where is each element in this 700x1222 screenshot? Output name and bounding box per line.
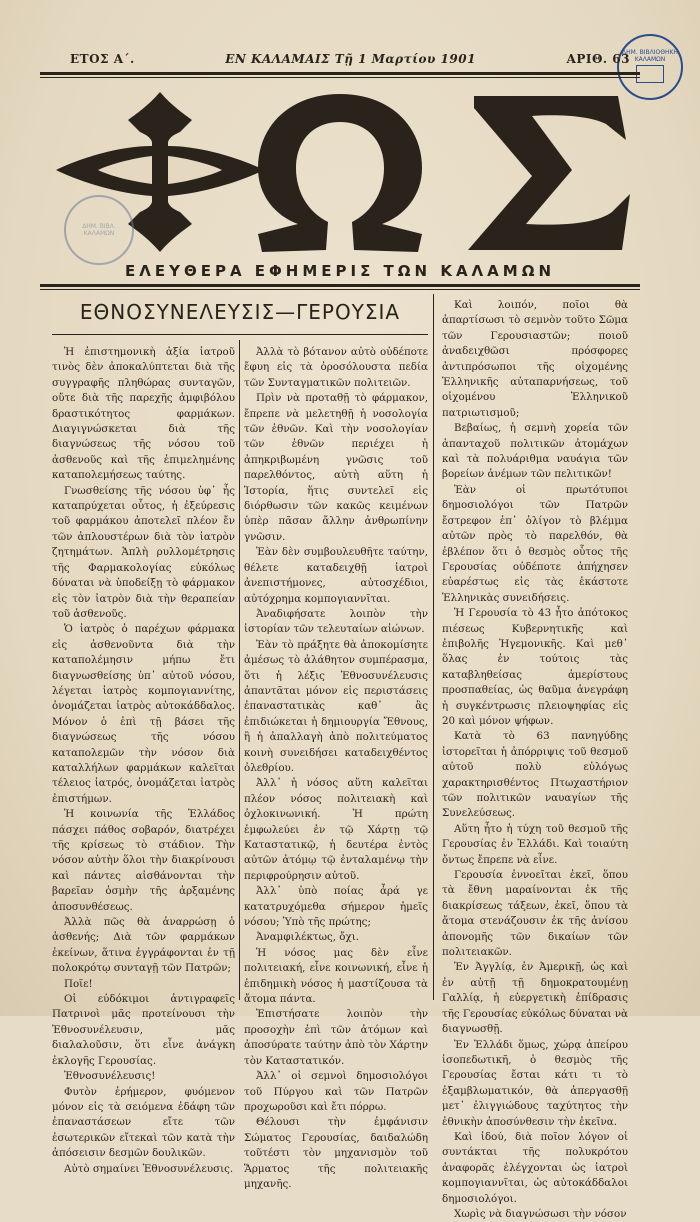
paragraph: Πρὶν νὰ προταθῇ τὸ φάρμακον, ἔπρεπε νὰ μελετηθῇ ἡ νοσολογία τῶν ἐθνῶν. Καὶ τὴν νοσολογίαν τῶν ἐθνῶν περιέχει ἡ ἀπηκριβωμένη γνῶσις τοῦ παρελθόντος, αὐτὴ αὕτη ἡ Ἱστορία, ἥτις συντελεῖ εἰς διόρθωσιν τῶν κακῶς κειμένων ὑπὲρ πᾶσαν ἄλλην ἀνθρωπίνην γνῶσιν. (244, 392, 428, 543)
paragraph: Ἀλλ᾽ ὑπὸ ποίας ἆρά γε κατατρυχόμεθα σήμερον ἡμεῖς νόσου; Ὑπὸ τῆς πρώτης; (244, 885, 428, 929)
paragraph: Καὶ λοιπόν, ποῖοι θὰ ἀπαρτίσωσι τὸ σεμνὸν τοῦτο Σῶμα τῶν Γερουσιαστῶν; ποιοῦ ἀναδειχθῶσι πρόσφορες ἀντιπρόσωποι τῆς οἰχομένης Ἑλληνικῆς αὐταπαρνήσεως, τοῦ οἰχομένου Ἑλληνικοῦ πατριωτισμοῦ; (442, 299, 628, 419)
headline-rule (52, 334, 428, 335)
paragraph: Χωρὶς νὰ διαγνώσωσι τὴν νόσον (454, 1207, 627, 1220)
paragraph: Ἐν Ἀγγλίᾳ, ἐν Ἀμερικῇ, ὡς καὶ ἐν αὐτῇ τῇ δημοκρατουμένῃ Γαλλίᾳ, ἡ εὐεργετικὴ ἐπίδρασις τῆς Γερουσίας εὐκόλως δύναται νὰ διαγνωσθῇ. (442, 961, 628, 1036)
masthead-tagline: ΕΛΕΥΘΕΡΑ ΕΦΗΜΕΡΙΣ ΤΩΝ ΚΑΛΑΜΩΝ (125, 262, 555, 280)
masthead-rule (40, 284, 640, 287)
article-column-3 (442, 298, 628, 1222)
issue-number: ΑΡΙΘ. 63 (566, 52, 630, 66)
paragraph: Ἐθνοσυνέλευσις! (64, 1070, 156, 1083)
book-icon (636, 65, 664, 83)
paragraph: Ἐν Ἑλλάδι ὅμως, χώρᾳ ἀπείρου ἰσοπεδωτικῆ, ὁ θεσμὸς τῆς Γερουσίας ἔσται κάτι τι τὸ ἐξαμβλωματικόν, θὰ ἀπεργασθῇ μετ᾽ ἐλιγγιώδους ταχύτητος τὴν ἐθνικὴν ἀποσύνθεσιν τὴν ἐκεῖνα. (442, 1038, 628, 1128)
paragraph: Ἀναμφιλέκτως, ὄχι. (256, 931, 360, 944)
paragraph: Ἀλλὰ τὸ βότανον αὐτὸ οὐδέποτε ἔφυη εἰς τὰ ὀροσόλουστα πεδία τῶν Συνταγματικῶν πολιτειῶν. (244, 346, 428, 389)
paragraph: Ἀναδιφήσατε λοιπὸν τὴν ἱστορίαν τῶν τελευταίων αἰώνων. (244, 607, 428, 636)
paragraph: Αὕτη ἦτο ἡ τύχη τοῦ θεσμοῦ τῆς Γερουσίας ἐν Ἑλλάδι. Καὶ τοιαύτη ὄντως ἔπρεπε νὰ εἶνε. (442, 822, 628, 866)
paragraph: Ἐὰν δὲν συμβουλευθῆτε ταύτην, θέλετε καταδειχθῇ ἰατροὶ ἀνεπιστήμονες, αὐτοσχέδιοι, αὐτόχρημα κομπογιαννῖται. (244, 546, 428, 605)
paragraph: Βεβαίως, ἡ σεμνὴ χορεία τῶν ἁπανταχοῦ πολιτικῶν ἀτομάχων καὶ τὰ πολυάριθμα ναυάγια τῶν βορείων ἀνέμων τῶν πελιτικῶν! (442, 422, 628, 481)
paragraph: Φυτὸν ἐρήμερον, φυόμενον μόνον εἰς τὰ σειόμενα ἐδάφη τῶν ἐπαναστάσεων εἴτε τῶν ἐσωτερικῶν εἴτεκαὶ τῶν κατὰ τὴν ἀπόσεισιν δεσμῶν δουλικῶν. (52, 1085, 235, 1160)
column-rule-1 (239, 340, 240, 1000)
paragraph: Ἡ ἐπιστημονικὴ ἀξία ἰατροῦ τινὸς δὲν ἀποκαλύπτεται διὰ τῆς συγγραφῆς πληθώρας συνταγῶν, οὔτε διὰ τῆς παρεχῆς ἀμφιβόλου δραστικότητος φαρμάκων. Διαγιγνώσκεται διὰ τῆς διαγνώσεως τῆς νόσου τοῦ ἀσθενοῦς καὶ τῆς ἐπιμελημένης καταπολεμήσεως ταύτης. (52, 346, 235, 482)
library-stamp-faded-text: ΔΗΜ. ΒΙΒΛ. ΚΑΛΑΜΩΝ (82, 223, 116, 237)
paragraph: Κατὰ τὸ 63 πανηγύδης ἱστορεῖται ἡ ἀπόρριψις τοῦ θεσμοῦ αὐτοῦ πολὺ εὐλόγως χαρακτηρισθέντος Πτωχαστήριον τῶν πολιτικῶν ναυαγίων τῆς Συνελεύσεως. (442, 730, 628, 820)
article-column-2 (244, 345, 428, 1192)
paragraph: Θέλουσι τὴν ἐμφάνισιν Σώματος Γερουσίας, δαιδαλώδη τοῦτέστι τὸν μηχανισμὸν τοῦ Ἅρματος τῆς πολιτειακῆς μηχανῆς. (244, 1116, 428, 1190)
masthead-letter-omega (258, 94, 422, 252)
paragraph: Αὐτὸ σημαίνει Ἐθνοσυνέλευσις. (64, 1162, 234, 1175)
paragraph: Ἐὰν οἱ πρωτότυποι δημοσιολόγοι τῶν Πατρῶν ἔστρεφον ἐπ᾽ ὀλίγον τὸ βλέμμα αὐτῶν πρὸς τὸ παρελθόν, θὰ ἐβλέπον ὅτι ὁ θεσμὸς οὗτος τῆς Γερουσίας οὐδέποτε ἀπήχησεν εὐαρέστως εἰς τὰς ἑκάστοτε Ἑλληνικὰς συνειδήσεις. (442, 483, 628, 604)
column-rule-2 (433, 294, 434, 1000)
header-rule-top (40, 72, 640, 75)
paragraph: Οἱ εὐδόκιμοι ἀντιγραφεῖς Πατρινοὶ μᾶς προτείνουσι τὴν Ἐθνοσυνέλευσιν, μᾶς διαλαλοῦσιν, ὅτι εἶνε ἀνάγκη ἐκλογῆς Γερουσίας. (52, 993, 235, 1067)
paragraph: Ἡ νόσος μας δὲν εἶνε πολιτειακή, εἶνε κοινωνική, εἶνε ἡ ἐπιδημικὴ νόσος ἡ μαστίζουσα τὰ ἄτομα πάντα. (244, 946, 428, 1006)
paragraph: Ἐὰν τὸ πράξητε θὰ ἀποκομίσητε ἀμέσως τὸ ἀλάθητον συμπέρασμα, ὅτι ἡ λέξις Ἐθνοσυνέλευσις ἀπαντᾶται μόνον εἰς περιστάσεις ἐπαναστατικὰς καθ᾽ ἃς ἐπιδιώκεται ἡ δημιουργία Ἔθνους, ἢ ἡ ἀπαλλαγὴ ἀπὸ πολιτεύματος κοινὴ συνειδήσει καταδειχθέντος ὀλεθρίου. (244, 638, 428, 774)
issue-date: ΕΝ ΚΑΛΑΜΑΙΣ Τῇ 1 Μαρτίου 1901 (225, 52, 476, 66)
paragraph: Καὶ ἰδού, διὰ ποῖον λόγον οἱ συντάκται τῆς πολυκρότου ἀναφορᾶς ἐλέγχονται ὡς ἰατροὶ κομπογιαννῖται, ὡς αὐτοκάδδαλοι δημοσιολόγοι. (442, 1130, 628, 1205)
article-column-1 (52, 345, 235, 1177)
year-label: ΕΤΟΣ Α΄. (70, 52, 135, 66)
paragraph: Ὁ ἰατρὸς ὁ παρέχων φάρμακα εἰς ἀσθενοῦντα διὰ τὴν καταπολέμησιν μήπω ἔτι διαγνωσθείσης ὑπ᾽ αὐτοῦ νόσου, λέγεται ἰατρὸς κομπογιαννίτης, ὀνομάζεται ἰατρὸς αὐτοκάδδαλος. Μόνον ὁ ἐπὶ τῇ βάσει τῆς διαγνώσεως τῆς νόσου καταπολεμῶν τὴν νόσον διὰ καταλλήλων φαρμάκων καλεῖται τέλειος ἰατρός, ὀνομάζεται ἰατρὸς ἐπιστήμων. (52, 623, 235, 805)
paragraph: Ποῖε! (64, 977, 93, 990)
library-stamp-faded (64, 195, 134, 265)
paragraph: Ἀλλ᾽ ἡ νόσος αὕτη καλεῖται πλέον νόσος πολιτειακὴ καὶ ὀχλοκινωνική. Ἡ πρώτη ἐμφωλεύει ἐν τῷ Χάρτῃ τῷ Καταστατικῷ, ἡ δευτέρα ἐντὸς αὐτῶν ἀτόμῳ τῷ ἐνταλαμένῳ τὴν περιφρούρησιν αὐτοῦ. (244, 777, 428, 882)
masthead-rule-thin (40, 289, 640, 290)
dateline (70, 52, 630, 66)
paragraph: Ἡ κοινωνία τῆς Ἑλλάδος πάσχει πάθος σοβαρόν, διατρέχει τῆς κρίσεως τὸ στάδιον. Τὴν νόσον αὐτὴν ὅλοι τὴν διακρίνουσι καὶ πάντες αἰσθάνονται τὴν βαρεῖαν ὀσμὴν τῆς ἀρξαμένης ἀποσυνθέσεως. (52, 808, 235, 913)
masthead-letter-sigma (468, 96, 630, 250)
header-rule-top-thin (40, 77, 640, 78)
paragraph: Ἀλλ᾽ οἱ σεμνοὶ δημοσιολόγοι τοῦ Πύργου καὶ τῶν Πατρῶν προχωροῦσι καὶ ἔτι πόρρω. (244, 1070, 428, 1113)
paragraph: Γνωσθείσης τῆς νόσου ὑφ᾽ ἧς καταπρύχεται οὗτος, ἡ ἐξεύρεσις τοῦ φαρμάκου ἀποτελεῖ πλέον ἔν τῶν ἁπλουστέρων διὰ τὸν ἰατρὸν ζητημάτων. Ἁπλὴ ρυλλομέτρησις τῆς Φαρμακολογίας εὐκόλως δύναται νὰ ὑποδείξῃ τὸ φάρμακον εἰς τὸν ἰατρὸν διὰ τὴν θεραπείαν τοῦ ἀσθενοῦς. (52, 484, 235, 620)
article-headline: ΕΘΝΟΣΥΝΕΛΕΥΣΙΣ—ΓΕΡΟΥΣΙΑ (79, 300, 401, 324)
paragraph: Γερουσία ἐννοεῖται ἐκεῖ, ὅπου τὰ ἔθνη μαραίνονται ἐκ τῆς διακρίσεως τάξεων, ἐκεῖ, ὅπου τὰ ἄτομα στενάζουσιν ἐκ τῆς ἀνίσου ἀπονομῆς τῶν δικαίων τῶν πολιτειακῶν. (442, 869, 628, 959)
paragraph: Ἀλλὰ πῶς θὰ ἀναρρώσῃ ὁ ἀσθενής; Διὰ τῶν φαρμάκων ἐκείνων, ἅτινα ἐγγράφονται ἐν τῇ πολοκρότῳ συνταγῇ τῶν Πατρῶν; (52, 916, 235, 975)
library-stamp-top-text: ΔΗΜ. ΒΙΒΛΙΟΘΗΚΗ ΚΑΛΑΜΩΝ (622, 49, 678, 63)
paragraph: Ἐπιστήσατε λοιπὸν τὴν προσοχὴν ἐπὶ τῶν ἀτόμων καὶ ἀποσύρατε ταύτην ἀπὸ τὸν Χάρτην τὸν Καταστατικόν. (244, 1008, 428, 1067)
paragraph: Ἡ Γερουσία τὸ 43 ἦτο ἀπότοκος πιέσεως Κυβερνητικῆς καὶ ἐπιβολῆς Ἡγεμονικῆς. Καὶ μεθ᾽ ὅλας ἐν τούτοις τὰς καταβληθείσας ἀμερίστους προσπαθείας, ὡς θαῦμα ἀνεγράφη ἡ συγκέντρωσις πλειοψηφίας εἰς 20 καὶ μόνον ψήφων. (442, 607, 628, 727)
